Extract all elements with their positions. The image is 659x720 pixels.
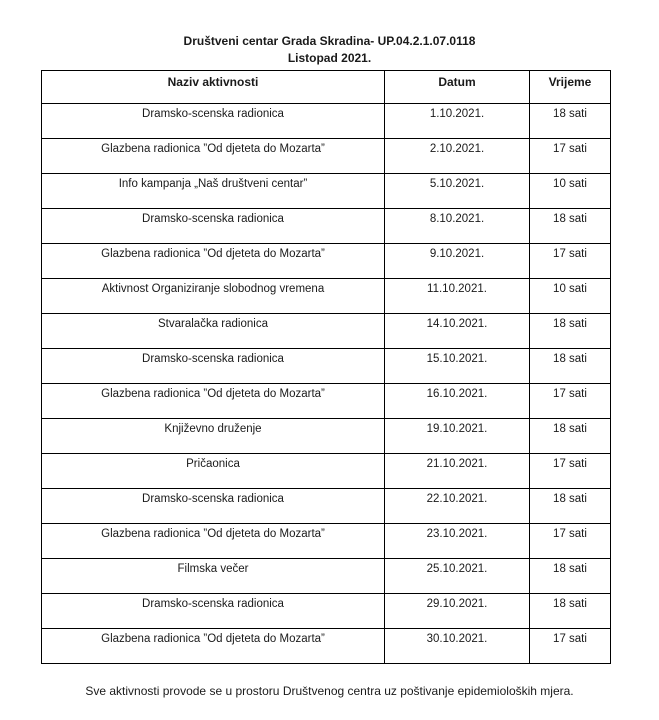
- date-cell: 5.10.2021.: [385, 174, 530, 209]
- time-cell: 18 sati: [530, 104, 611, 139]
- document-subtitle: Listopad 2021.: [287, 51, 372, 65]
- table-row: [42, 279, 611, 314]
- table-row: [42, 629, 611, 664]
- column-header-time: Vrijeme: [530, 71, 611, 104]
- table-body: [42, 104, 611, 664]
- date-cell: 16.10.2021.: [385, 384, 530, 419]
- schedule-table: [41, 70, 611, 664]
- table-row: [42, 419, 611, 454]
- activity-cell: Stvaralačka radionica: [42, 314, 385, 349]
- table-header-row: [42, 71, 611, 104]
- table-row: [42, 314, 611, 349]
- activity-cell: Glazbena radionica ”Od djeteta do Mozarta”: [42, 629, 385, 664]
- activity-cell: Pričaonica: [42, 454, 385, 489]
- time-cell: 17 sati: [530, 629, 611, 664]
- time-cell: 17 sati: [530, 244, 611, 279]
- document-title: Društveni centar Grada Skradina- UP.04.2.1.07.0118: [183, 34, 476, 48]
- activity-cell: Glazbena radionica ”Od djeteta do Mozarta”: [42, 384, 385, 419]
- date-cell: 1.10.2021.: [385, 104, 530, 139]
- activity-cell: Dramsko-scenska radionica: [42, 594, 385, 629]
- activity-cell: Dramsko-scenska radionica: [42, 349, 385, 384]
- time-cell: 18 sati: [530, 314, 611, 349]
- table-row: [42, 209, 611, 244]
- time-cell: 17 sati: [530, 139, 611, 174]
- date-cell: 14.10.2021.: [385, 314, 530, 349]
- time-cell: 18 sati: [530, 489, 611, 524]
- time-cell: 10 sati: [530, 174, 611, 209]
- table-row: [42, 489, 611, 524]
- time-cell: 10 sati: [530, 279, 611, 314]
- table-row: [42, 384, 611, 419]
- activity-cell: Info kampanja „Naš društveni centar”: [42, 174, 385, 209]
- time-cell: 18 sati: [530, 559, 611, 594]
- time-cell: 18 sati: [530, 419, 611, 454]
- table-row: [42, 594, 611, 629]
- date-cell: 15.10.2021.: [385, 349, 530, 384]
- table-row: [42, 174, 611, 209]
- activity-cell: Dramsko-scenska radionica: [42, 489, 385, 524]
- time-cell: 18 sati: [530, 209, 611, 244]
- footer-note: Sve aktivnosti provode se u prostoru Društvenog centra uz poštivanje epidemioloških mjera.: [85, 684, 574, 698]
- date-cell: 23.10.2021.: [385, 524, 530, 559]
- date-cell: 8.10.2021.: [385, 209, 530, 244]
- activity-cell: Glazbena radionica ”Od djeteta do Mozarta”: [42, 524, 385, 559]
- column-header-activity: Naziv aktivnosti: [42, 71, 385, 104]
- date-cell: 2.10.2021.: [385, 139, 530, 174]
- time-cell: 17 sati: [530, 454, 611, 489]
- table-row: [42, 139, 611, 174]
- table-row: [42, 454, 611, 489]
- table-row: [42, 244, 611, 279]
- time-cell: 17 sati: [530, 524, 611, 559]
- date-cell: 19.10.2021.: [385, 419, 530, 454]
- date-cell: 25.10.2021.: [385, 559, 530, 594]
- activity-cell: Dramsko-scenska radionica: [42, 104, 385, 139]
- date-cell: 29.10.2021.: [385, 594, 530, 629]
- time-cell: 17 sati: [530, 384, 611, 419]
- date-cell: 30.10.2021.: [385, 629, 530, 664]
- date-cell: 21.10.2021.: [385, 454, 530, 489]
- activity-cell: Glazbena radionica ”Od djeteta do Mozarta”: [42, 244, 385, 279]
- activity-cell: Glazbena radionica ”Od djeteta do Mozarta”: [42, 139, 385, 174]
- table-row: [42, 524, 611, 559]
- activity-cell: Književno druženje: [42, 419, 385, 454]
- activity-cell: Dramsko-scenska radionica: [42, 209, 385, 244]
- table-row: [42, 559, 611, 594]
- time-cell: 18 sati: [530, 594, 611, 629]
- date-cell: 9.10.2021.: [385, 244, 530, 279]
- table-row: [42, 349, 611, 384]
- column-header-date: Datum: [385, 71, 530, 104]
- table-row: [42, 104, 611, 139]
- activity-cell: Filmska večer: [42, 559, 385, 594]
- activity-cell: Aktivnost Organiziranje slobodnog vremena: [42, 279, 385, 314]
- date-cell: 11.10.2021.: [385, 279, 530, 314]
- time-cell: 18 sati: [530, 349, 611, 384]
- date-cell: 22.10.2021.: [385, 489, 530, 524]
